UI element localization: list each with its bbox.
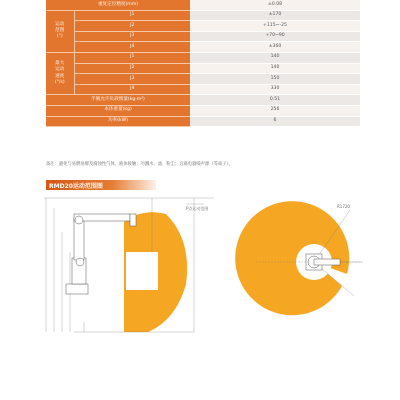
spec-value: 256 — [190, 105, 360, 116]
table-row — [46, 116, 360, 127]
spec-value: 6 — [190, 116, 360, 127]
spec-label: J1 — [74, 52, 190, 63]
table-row — [46, 74, 360, 85]
spec-value: ±170 — [190, 10, 360, 21]
note-text: 备注：避免与易燃易爆及腐蚀性气体、液体接触；勿溅水、油、粉尘；远离电器噪声源（等离子）。 — [46, 162, 233, 167]
spec-label: J3 — [74, 74, 190, 85]
spec-value: +70~90 — [190, 31, 360, 42]
motion-range-diagram — [44, 192, 364, 338]
robot-shoulder-joint — [75, 216, 83, 224]
table-row — [46, 31, 360, 42]
robot-wrist — [130, 214, 136, 226]
table-row — [46, 21, 360, 32]
speed-group-title: 最大 运动 速度 (°/s) — [46, 52, 74, 94]
spec-value: 140 — [190, 52, 360, 63]
table-row — [46, 84, 360, 95]
spec-label: 功率(kW) — [46, 116, 190, 127]
spec-value: ±360 — [190, 42, 360, 53]
spec-value: 150 — [190, 74, 360, 85]
spec-label: J4 — [74, 84, 190, 95]
spec-label: J3 — [74, 31, 190, 42]
table-row — [46, 95, 360, 106]
spec-value: +115~-25 — [190, 21, 360, 32]
spec-value: ±0.08 — [190, 0, 360, 10]
spec-label: 本体重量(kg) — [46, 105, 190, 116]
top-view-range-area — [235, 201, 349, 315]
spec-value: 140 — [190, 63, 360, 74]
spec-value: 330 — [190, 84, 360, 95]
spec-label: J4 — [74, 42, 190, 53]
side-view-inner-cutout — [126, 252, 158, 290]
robot-top-arm — [314, 259, 340, 265]
spec-table — [46, 0, 360, 127]
table-row — [46, 52, 360, 63]
table-row — [46, 0, 360, 10]
range-group-title: 运动 范围 (°) — [46, 10, 74, 52]
spec-label: J1 — [74, 10, 190, 21]
spec-label: 重复定位精度(mm) — [46, 0, 190, 10]
radius-label: R1720 — [337, 204, 350, 209]
spec-label: J2 — [74, 21, 190, 32]
robot-elbow-joint — [76, 258, 84, 266]
table-row — [46, 10, 360, 21]
robot-base — [66, 284, 88, 294]
side-view-label: P点运动范围 — [186, 206, 209, 211]
robot-upper-arm — [74, 218, 84, 260]
spec-value: 0.51 — [190, 95, 360, 106]
spec-label: 手腕允许负载惯量(kg·m²) — [46, 95, 190, 106]
section-title: RMD20运动范围图 — [46, 180, 156, 190]
table-row — [46, 105, 360, 116]
spec-label: J2 — [74, 63, 190, 74]
table-row — [46, 63, 360, 74]
table-row — [46, 42, 360, 53]
